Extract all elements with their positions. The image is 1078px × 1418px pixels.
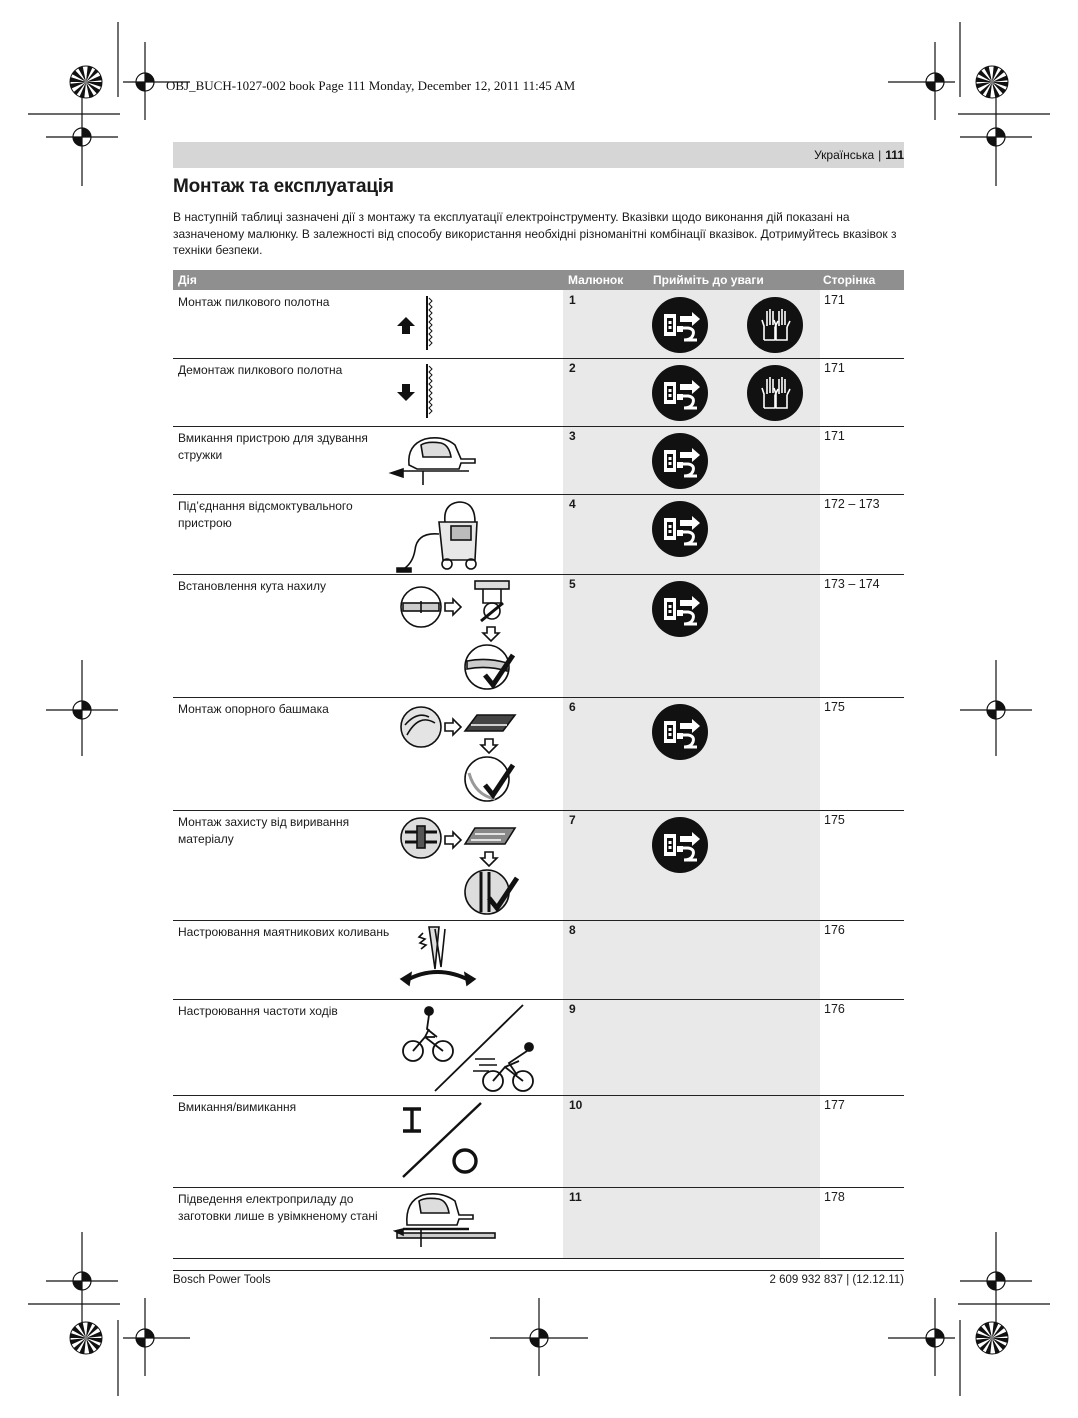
running-header (814, 148, 904, 162)
row-action: Вмикання пристрою для здування стружки (178, 431, 368, 462)
header-language: Українська (814, 148, 875, 162)
row-figure-number: 1 (569, 293, 576, 307)
row-notes (651, 296, 811, 366)
row-notes (651, 432, 811, 502)
row-page-reference: 173 – 174 (824, 577, 880, 591)
bevel-angle-icon (399, 577, 521, 697)
header-page-number: 111 (885, 148, 904, 162)
header-separator: | (878, 148, 882, 162)
vacuum-cleaner-icon (395, 496, 491, 579)
column-header-figure: Малюнок (568, 273, 624, 287)
row-notes (651, 1101, 811, 1171)
page-title: Монтаж та експлуатація (173, 176, 394, 197)
jigsaw-blower-icon (387, 429, 483, 494)
table-row (173, 574, 904, 698)
row-action: Настроювання частоти ходів (178, 1004, 338, 1018)
column-header-page: Сторінка (823, 273, 876, 287)
blade-remove-icon (395, 362, 455, 427)
column-header-notes: Прийміть до уваги (653, 273, 764, 287)
row-action: Настроювання маятникових коливань (178, 925, 390, 939)
table-row (173, 920, 904, 1000)
row-notes (651, 580, 811, 650)
row-action: Під’єднання відсмоктувального пристрою (178, 499, 353, 530)
gloves-icon (746, 296, 804, 359)
table-row (173, 426, 904, 495)
stroke-rate-icon (399, 1001, 549, 1100)
running-header-band (173, 142, 904, 168)
row-action: Демонтаж пилкового полотна (178, 363, 343, 377)
row-notes (651, 1193, 811, 1263)
row-figure-number: 6 (569, 700, 576, 714)
row-figure-number: 3 (569, 429, 576, 443)
row-action: Монтаж пилкового полотна (178, 295, 330, 309)
row-page-reference: 171 (824, 361, 845, 375)
row-page-reference: 175 (824, 813, 845, 827)
unplug-icon (651, 296, 709, 359)
row-notes (651, 364, 811, 434)
row-notes (651, 816, 811, 886)
row-action: Вмикання/вимикання (178, 1100, 297, 1114)
base-plate-icon (399, 703, 521, 810)
row-action: Підведення електроприладу до заготовки лише в увімкненому стані (178, 1192, 378, 1223)
table-row (173, 1095, 904, 1188)
table-row (173, 810, 904, 921)
unplug-icon (651, 580, 709, 643)
row-notes (651, 926, 811, 996)
row-figure-number: 7 (569, 813, 576, 827)
column-header-action: Дія (178, 273, 197, 287)
unplug-icon (651, 816, 709, 879)
table-row (173, 697, 904, 811)
blade-insert-icon (395, 294, 455, 359)
row-notes (651, 500, 811, 570)
row-figure-number: 10 (569, 1098, 583, 1112)
row-notes (651, 1005, 811, 1075)
footer-doc-code: 2 609 932 837 | (12.12.11) (769, 1274, 904, 1286)
row-figure-number: 8 (569, 923, 576, 937)
table-row (173, 494, 904, 575)
footer-brand: Bosch Power Tools (173, 1274, 271, 1286)
table-row (173, 1187, 904, 1259)
row-action: Встановлення кута нахилу (178, 579, 326, 593)
table-row (173, 999, 904, 1096)
intro-paragraph: В наступній таблиці зазначені дії з монтажу та експлуатації електроінструменту. Вказівки щодо виконання дій показані на зазначеному малюнку. В залежності від способу використання необхідні різноманітні комбінації вказівок. Дотримуйтесь вказівок з техніки безпеки. (173, 210, 897, 257)
row-page-reference: 178 (824, 1190, 845, 1204)
jigsaw-workpiece-icon (393, 1189, 497, 1256)
row-figure-number: 11 (569, 1190, 582, 1204)
splinter-guard-icon (399, 816, 521, 921)
table-row (173, 290, 904, 359)
pendulum-icon (399, 923, 479, 998)
gloves-icon (746, 364, 804, 427)
unplug-icon (651, 364, 709, 427)
row-page-reference: 172 – 173 (824, 497, 880, 511)
row-action: Монтаж опорного башмака (178, 702, 329, 716)
table-header (173, 270, 904, 290)
unplug-icon (651, 500, 709, 563)
file-header: OBJ_BUCH-1027-002 book Page 111 Monday, December 12, 2011 11:45 AM (166, 78, 576, 93)
row-page-reference: 171 (824, 429, 845, 443)
row-page-reference: 177 (824, 1098, 845, 1112)
row-action: Монтаж захисту від виривання матеріалу (178, 815, 350, 846)
table-row (173, 358, 904, 427)
row-page-reference: 176 (824, 923, 845, 937)
row-figure-number: 2 (569, 361, 576, 375)
unplug-icon (651, 703, 709, 766)
row-page-reference: 176 (824, 1002, 845, 1016)
row-figure-number: 5 (569, 577, 576, 591)
unplug-icon (651, 432, 709, 495)
footer-rule (173, 1270, 904, 1271)
row-notes (651, 703, 811, 773)
on-off-icon (401, 1099, 491, 1186)
row-page-reference: 175 (824, 700, 845, 714)
row-page-reference: 171 (824, 293, 845, 307)
row-figure-number: 4 (569, 497, 576, 511)
row-figure-number: 9 (569, 1002, 576, 1016)
